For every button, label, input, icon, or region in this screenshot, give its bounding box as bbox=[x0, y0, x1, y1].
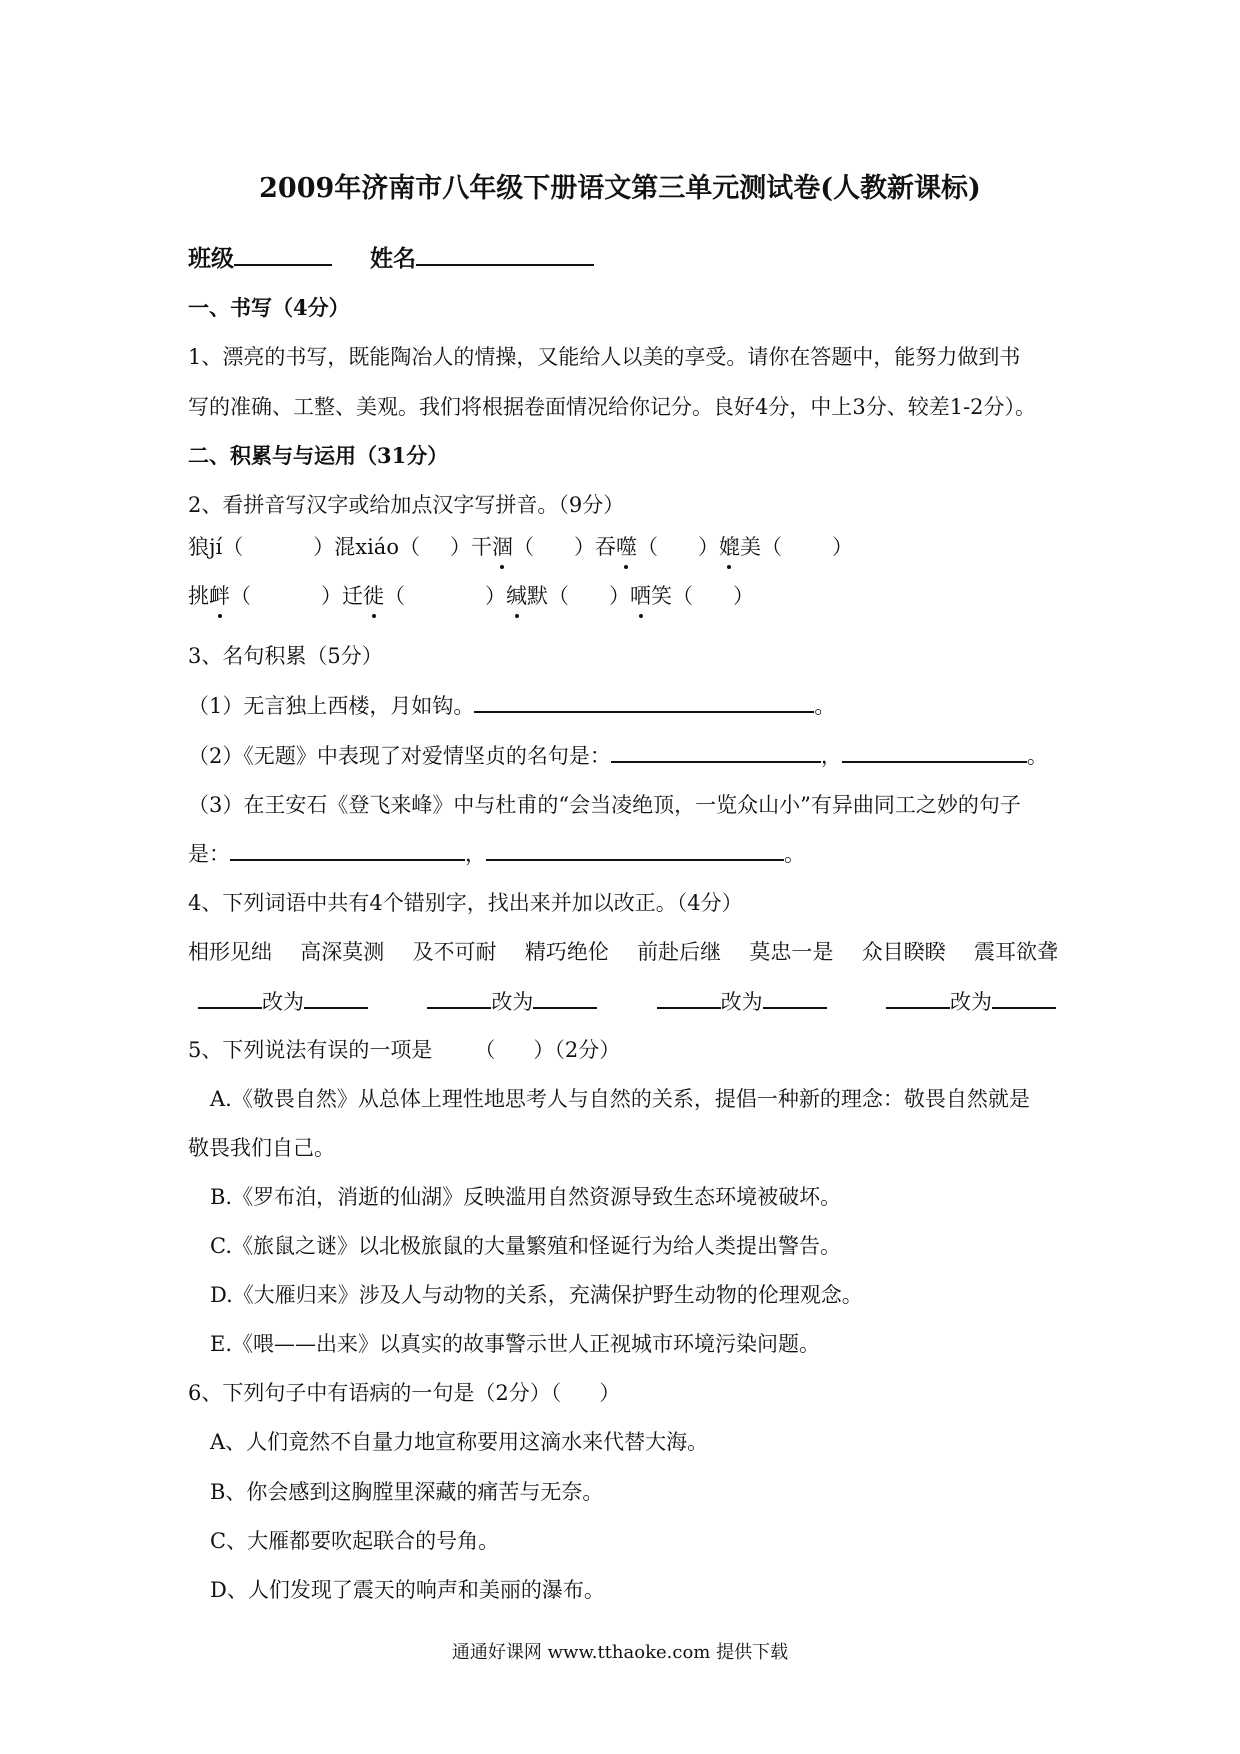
q5-option-c: C.《旅鼠之谜》以北极旅鼠的大量繁殖和怪诞行为给人类提出警告。 bbox=[210, 1234, 841, 1258]
name-blank bbox=[416, 244, 594, 266]
q5-option-a-line-1: A.《敬畏自然》从总体上理性地思考人与自然的关系，提倡一种新的理念：敬畏自然就是 bbox=[210, 1087, 1030, 1111]
q4-word: 震耳欲聋 bbox=[973, 940, 1058, 964]
dotted-char: 徙 bbox=[363, 580, 384, 610]
dotted-char: 涸 bbox=[492, 531, 513, 561]
q5-option-b: B.《罗布泊，消逝的仙湖》反映滥用自然资源导致生态环境被破坏。 bbox=[210, 1185, 842, 1209]
answer-blank bbox=[486, 839, 784, 861]
q4-word: 精巧绝伦 bbox=[524, 940, 609, 964]
q3-part-3-line-2: 是： ， 。 bbox=[188, 838, 805, 868]
q1-line-2: 写的准确、工整、美观。我们将根据卷面情况给你记分。良好4分，中上3分、较差1-2分）。 bbox=[188, 395, 1037, 419]
q3-part-1: （1）无言独上西楼，月如钩。 。 bbox=[188, 690, 835, 720]
section-1-heading: 一、书写（4分） bbox=[188, 295, 350, 320]
q6-option-d: D、人们发现了震天的响声和美丽的瀑布。 bbox=[210, 1578, 605, 1602]
q2-row-2: 挑衅（ ）迁徙（ ）缄默（ ）哂笑（ ） bbox=[188, 580, 754, 610]
q6-option-a: A、人们竟然不自量力地宣称要用这滴水来代替大海。 bbox=[210, 1430, 709, 1454]
dotted-char: 缄 bbox=[506, 580, 527, 610]
q4-word: 高深莫测 bbox=[300, 940, 385, 964]
section-2-heading: 二、积累与与运用（31分） bbox=[188, 443, 449, 468]
q4-word: 及不可耐 bbox=[412, 940, 497, 964]
q5-stem: 5、下列说法有误的一项是 （ ）（2分） bbox=[188, 1038, 621, 1062]
dotted-char: 媲 bbox=[719, 531, 740, 561]
q6-option-b: B、你会感到这胸膛里深藏的痛苦与无奈。 bbox=[210, 1480, 604, 1504]
answer-blank bbox=[842, 741, 1027, 763]
q2-stem: 2、看拼音写汉字或给加点汉字写拼音。（9分） bbox=[188, 493, 625, 517]
class-label: 班级 bbox=[188, 245, 234, 272]
q4-correction: 改为 bbox=[427, 986, 597, 1016]
q5-option-a-line-2: 敬畏我们自己。 bbox=[188, 1136, 335, 1160]
q4-correction: 改为 bbox=[198, 986, 368, 1016]
page-title: 2009年济南市八年级下册语文第三单元测试卷(人教新课标) bbox=[259, 173, 981, 204]
dotted-char: 哂 bbox=[630, 580, 651, 610]
q5-option-d: D.《大雁归来》涉及人与动物的关系，充满保护野生动物的伦理观念。 bbox=[210, 1283, 863, 1307]
q4-correction: 改为 bbox=[886, 986, 1056, 1016]
q4-word: 莫忠一是 bbox=[749, 940, 834, 964]
q3-stem: 3、名句积累（5分） bbox=[188, 644, 383, 668]
q4-correction-row bbox=[198, 986, 1056, 1016]
q4-word: 众目睽睽 bbox=[861, 940, 946, 964]
footer-source: 通通好课网 www.tthaoke.com 提供下载 bbox=[451, 1642, 789, 1663]
q5-option-e: E.《喂——出来》以真实的故事警示世人正视城市环境污染问题。 bbox=[210, 1332, 821, 1356]
q4-word: 前赴后继 bbox=[637, 940, 722, 964]
q3-part-3-line-1: （3）在王安石《登飞来峰》中与杜甫的“会当凌绝顶，一览众山小”有异曲同工之妙的句子 bbox=[188, 793, 1021, 817]
q2-row-1: 狼jí（ ）混xiáo（ ）干涸（ ）吞噬（ ）媲美（ ） bbox=[188, 531, 853, 561]
q4-word-list bbox=[188, 936, 1058, 966]
q4-correction: 改为 bbox=[657, 986, 827, 1016]
name-label: 姓名 bbox=[370, 245, 417, 272]
q6-option-c: C、大雁都要吹起联合的号角。 bbox=[210, 1529, 500, 1553]
q4-stem: 4、下列词语中共有4个错别字，找出来并加以改正。（4分） bbox=[188, 891, 743, 915]
q3-part-2: （2）《无题》中表现了对爱情坚贞的名句是： ， 。 bbox=[188, 740, 1048, 770]
answer-blank bbox=[611, 741, 821, 763]
q6-stem: 6、下列句子中有语病的一句是（2分）（ ） bbox=[188, 1381, 621, 1405]
answer-blank bbox=[474, 691, 814, 713]
class-blank bbox=[234, 244, 332, 266]
answer-blank bbox=[230, 839, 465, 861]
student-info-row bbox=[188, 240, 594, 273]
q1-line-1: 1、漂亮的书写，既能陶冶人的情操，又能给人以美的享受。请你在答题中，能努力做到书 bbox=[188, 345, 1021, 369]
dotted-char: 衅 bbox=[209, 580, 230, 610]
q4-word: 相形见绌 bbox=[188, 940, 272, 964]
dotted-char: 噬 bbox=[616, 531, 637, 561]
